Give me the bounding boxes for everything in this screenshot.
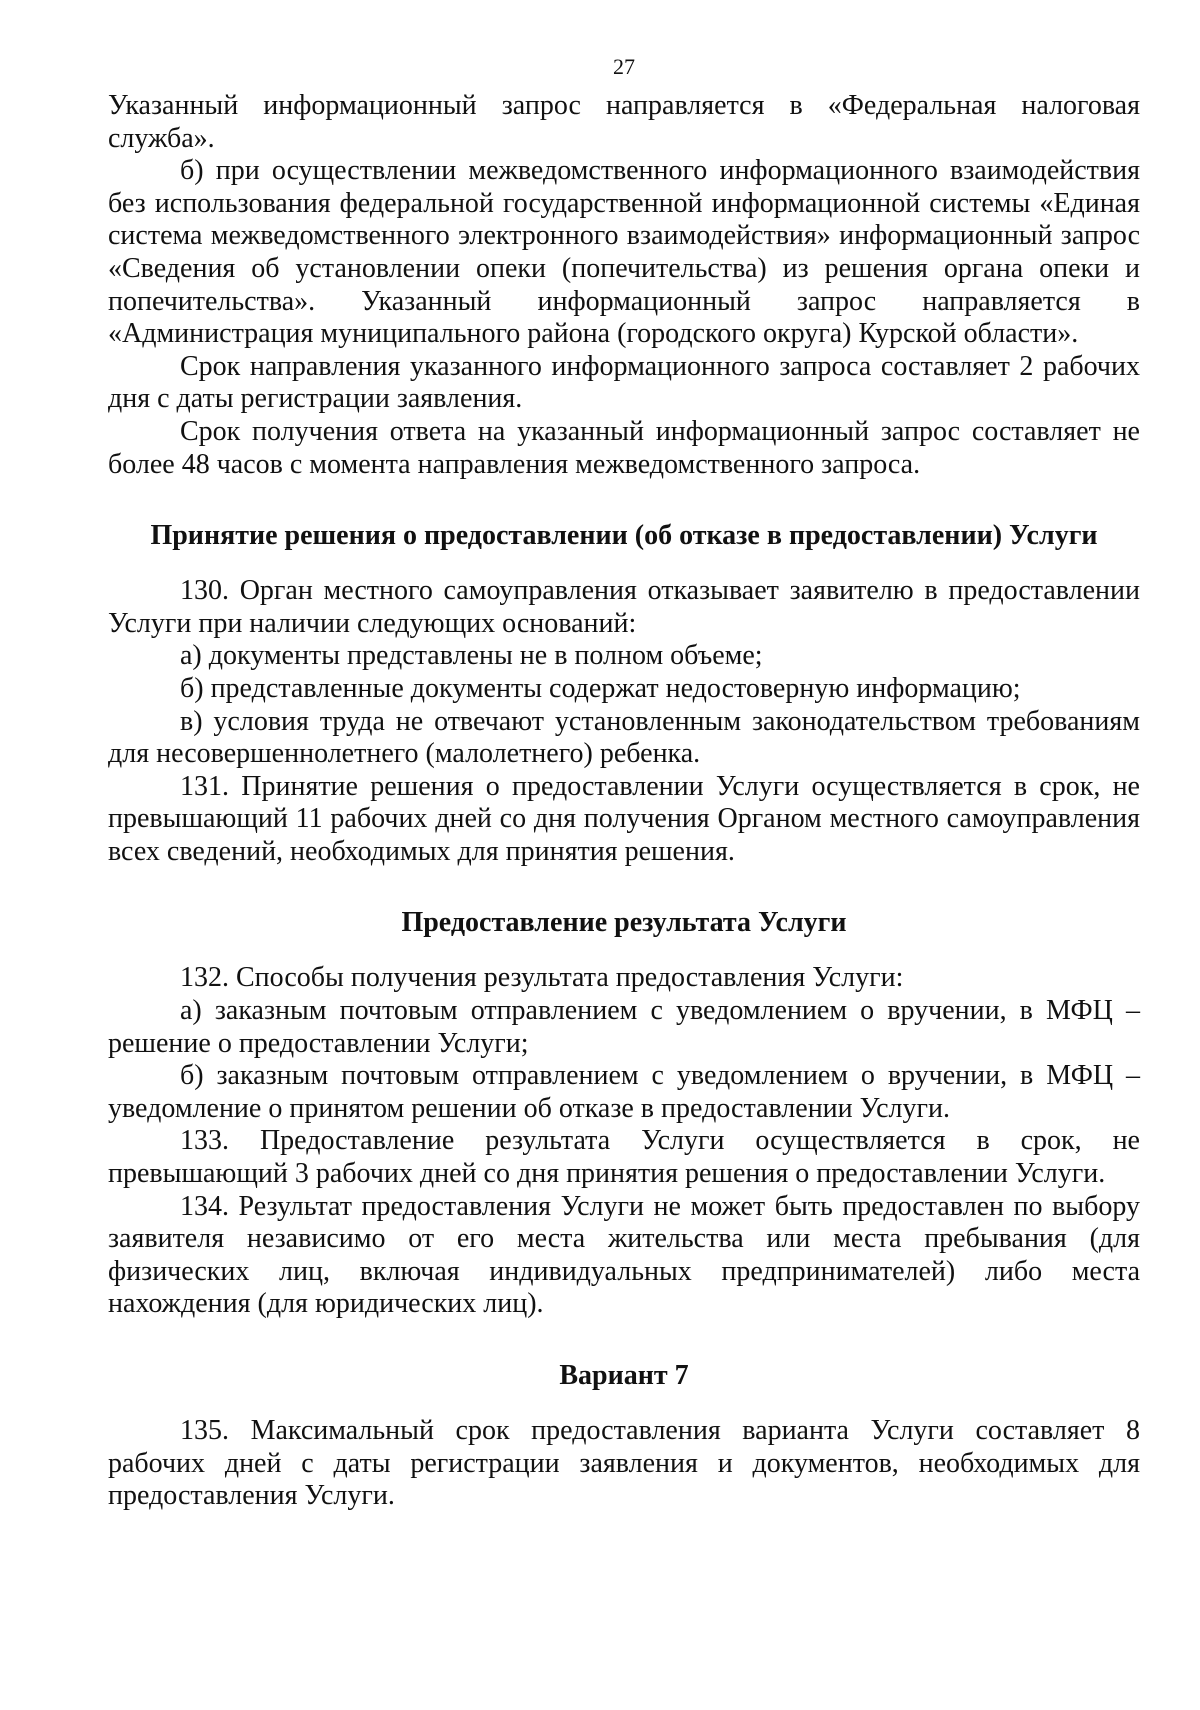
document-page (108, 52, 1140, 1513)
section-heading-variant-7: Вариант 7 (559, 1360, 689, 1391)
page-number: 27 (613, 54, 635, 79)
section-heading-decision: Принятие решения о предоставлении (об отказе в предоставлении) Услуги (150, 520, 1098, 552)
paragraph-134: 134. Результат предоставления Услуги не может быть предоставлен по выбору заявителя независимо от его места жительства или места пребывания (для физических лиц, включая индивидуальных предпринимателей) либо места нахождения (для юридических лиц). (108, 1190, 1140, 1320)
paragraph-response-deadline: Срок получения ответа на указанный информационный запрос составляет не более 48 часов с момента направления межведомственного запроса. (108, 415, 1140, 480)
list-item-132a: а) заказным почтовым отправлением с уведомлением о вручении, в МФЦ – решение о предоставлении Услуги; (108, 995, 1140, 1059)
paragraph-131: 131. Принятие решения о предоставлении Услуги осуществляется в срок, не превышающий 11 рабочих дней со дня получения Органом местного самоуправления всех сведений, необходимых для принятия решения. (108, 770, 1140, 867)
list-item-130b: б) представленные документы содержат недостоверную информацию; (180, 672, 1021, 704)
paragraph-tax-service-request: Указанный информационный запрос направляется в «Федеральная налоговая служба». (108, 90, 1140, 154)
paragraph-request-deadline: Срок направления указанного информационного запроса составляет 2 рабочих дня с даты регистрации заявления. (108, 350, 1140, 415)
paragraph-132: 132. Способы получения результата предоставления Услуги: (180, 962, 904, 994)
paragraph-guardianship-request: б) при осуществлении межведомственного информационного взаимодействия без использования федеральной государственной информационной системы «Единая система межведомственного электронного взаимодействия» информационный запрос «Сведения об установлении опеки (попечительства) из решения органа опеки и попечительства». Указанный информационный запрос направляется в «Администрация муниципального района (городского округа) Курской области». (108, 155, 1140, 350)
list-item-130c: в) условия труда не отвечают установленным законодательством требованиям для несовершеннолетнего (малолетнего) ребенка. (108, 705, 1140, 770)
list-item-132b: б) заказным почтовым отправлением с уведомлением о вручении, в МФЦ – уведомление о принятом решении об отказе в предоставлении Услуги. (108, 1060, 1140, 1124)
paragraph-135: 135. Максимальный срок предоставления варианта Услуги составляет 8 рабочих дней с даты регистрации заявления и документов, необходимых для предоставления Услуги. (108, 1415, 1140, 1512)
section-heading-result: Предоставление результата Услуги (401, 907, 847, 939)
paragraph-130: 130. Орган местного самоуправления отказывает заявителю в предоставлении Услуги при наличии следующих оснований: (108, 575, 1140, 639)
paragraph-133: 133. Предоставление результата Услуги осуществляется в срок, не превышающий 3 рабочих дней со дня принятия решения о предоставлении Услуги. (108, 1125, 1140, 1190)
list-item-130a: а) документы представлены не в полном объеме; (180, 640, 763, 672)
